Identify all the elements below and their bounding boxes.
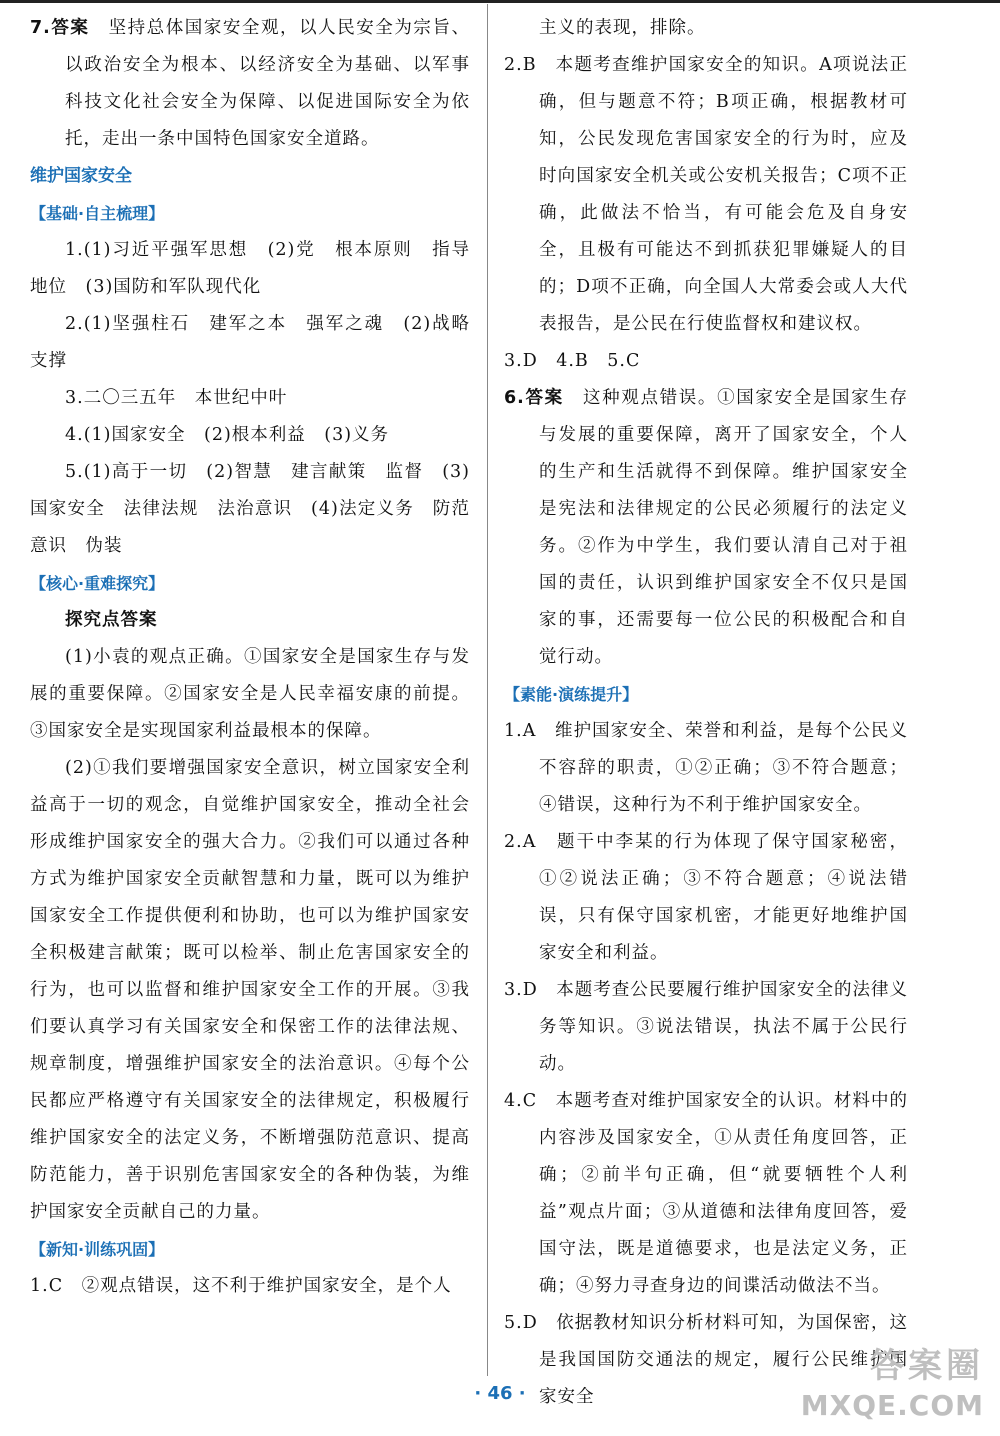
basic-item-1: 1.(1)习近平强军思想 (2)党 根本原则 指导地位 (3)国防和军队现代化 — [30, 240, 470, 297]
watermark-bottom: MXQE.COM — [800, 1389, 984, 1422]
core-heading: 【核心·重难探究】 — [30, 574, 165, 593]
right-column — [504, 10, 908, 1416]
right-q2: 2.B 本题考查维护国家安全的知识。A项说法正确，但与题意不符；B项正确，根据教材可知，公民发现危害国家安全的行为时，应及时向国家安全机关或公安机关报告；C项不正确，此做法不恰当，有可能会危及自身安全，且极有可能达不到抓获犯罪嫌疑人的目的；D项不正确，向全国人大常委会或人大代表报告，是公民在行使监督权和建议权。 — [504, 55, 908, 334]
answer-tag: 答案 — [50, 18, 90, 38]
skill-item-4: 4.C 本题考查对维护国家安全的认识。材料中的内容涉及国家安全，①从责任角度回答，正确；②前半句正确，但“就要牺牲个人利益”观点片面；③从道德和法律角度回答，爱国守法，既是道德要求，也是法定义务，正确；④努力寻查身边的间谍活动做法不当。 — [504, 1091, 908, 1296]
basic-item-3: 3.二〇三五年 本世纪中叶 — [65, 388, 288, 408]
basic-item-2: 2.(1)坚强柱石 建军之本 强军之魂 (2)战略支撑 — [30, 314, 470, 371]
basic-item-5: 5.(1)高于一切 (2)智慧 建言献策 监督 (3)国家安全 法律法规 法治意识 (4)法定义务 防范意识 伪装 — [30, 462, 470, 556]
explore-paragraph-2: (2)①我们要增强国家安全意识，树立国家安全利益高于一切的观念，自觉维护国家安全，推动全社会形成维护国家安全的强大合力。②我们可以通过各种方式为维护国家安全贡献智慧和力量，既可以为维护国家安全工作提供便利和协助，也可以为维护国家安全积极建言献策；既可以检举、制止危害国家安全的行为，也可以监督和维护国家安全工作的开展。③我们要认真学习有关国家安全和保密工作的法律法规、规章制度，增强维护国家安全的法治意识。④每个公民都应严格遵守有关国家安全的法律规定，积极履行维护国家安全的法定义务，不断增强防范意识、提高防范能力，善于识别危害国家安全的各种伪装，为维护国家安全贡献自己的力量。 — [30, 758, 470, 1222]
q6-answer — [504, 380, 908, 676]
explore-title: 探究点答案 — [65, 610, 158, 630]
skill-heading: 【素能·演练提升】 — [504, 685, 639, 704]
continued-line: 主义的表现，排除。 — [539, 18, 706, 38]
watermark-logo — [794, 1344, 984, 1430]
q6-number: 6. — [504, 388, 525, 408]
skill-item-3: 3.D 本题考查公民要履行维护国家安全的法律义务等知识。③说法错误，执法不属于公民行动。 — [504, 980, 908, 1074]
section-title: 维护国家安全 — [30, 166, 132, 186]
q6-text: 这种观点错误。①国家安全是国家生存与发展的重要保障，离开了国家安全，个人的生产和生活就得不到保障。维护国家安全是宪法和法律规定的公民必须履行的法定义务。②作为中学生，我们要认清自己对于祖国的责任，认识到维护国家安全不仅只是国家的事，还需要每一位公民的积极配合和自觉行动。 — [539, 388, 909, 667]
watermark-top: 答案圈 — [870, 1346, 984, 1386]
top-rule — [0, 0, 1000, 3]
basic-heading: 【基础·自主梳理】 — [30, 204, 165, 223]
explore-paragraph-1: (1)小袁的观点正确。①国家安全是国家生存与发展的重要保障。②国家安全是人民幸福安康的前提。③国家安全是实现国家利益最根本的保障。 — [30, 647, 470, 741]
q7-number: 7. — [30, 18, 51, 38]
new-q1: 1.C ②观点错误，这不利于维护国家安全，是个人 — [30, 1276, 452, 1296]
page-number: · 46 · — [474, 1383, 526, 1404]
left-column — [30, 10, 470, 1305]
basic-item-4: 4.(1)国家安全 (2)根本利益 (3)义务 — [65, 425, 390, 445]
right-q345: 3.D 4.B 5.C — [504, 351, 641, 371]
answer-tag: 答案 — [524, 388, 564, 408]
skill-item-2: 2.A 题干中李某的行为体现了保守国家秘密，①②说法正确；③不符合题意；④说法错误，只有保守国家机密，才能更好地维护国家安全和利益。 — [504, 832, 908, 963]
q7-answer — [30, 10, 470, 158]
column-divider — [487, 4, 488, 1376]
q7-text: 坚持总体国家安全观，以人民安全为宗旨、以政治安全为根本、以经济安全为基础、以军事科技文化社会安全为保障、以促进国际安全为依托，走出一条中国特色国家安全道路。 — [65, 18, 471, 149]
new-knowledge-heading: 【新知·训练巩固】 — [30, 1240, 165, 1259]
skill-item-5: 5.D 依据教材知识分析材料可知，为国保密，这是我国国防交通法的规定，履行公民维护国家安全 — [504, 1313, 908, 1407]
skill-item-1: 1.A 维护国家安全、荣誉和利益，是每个公民义不容辞的职责，①②正确；③不符合题意；④错误，这种行为不利于维护国家安全。 — [504, 721, 908, 815]
